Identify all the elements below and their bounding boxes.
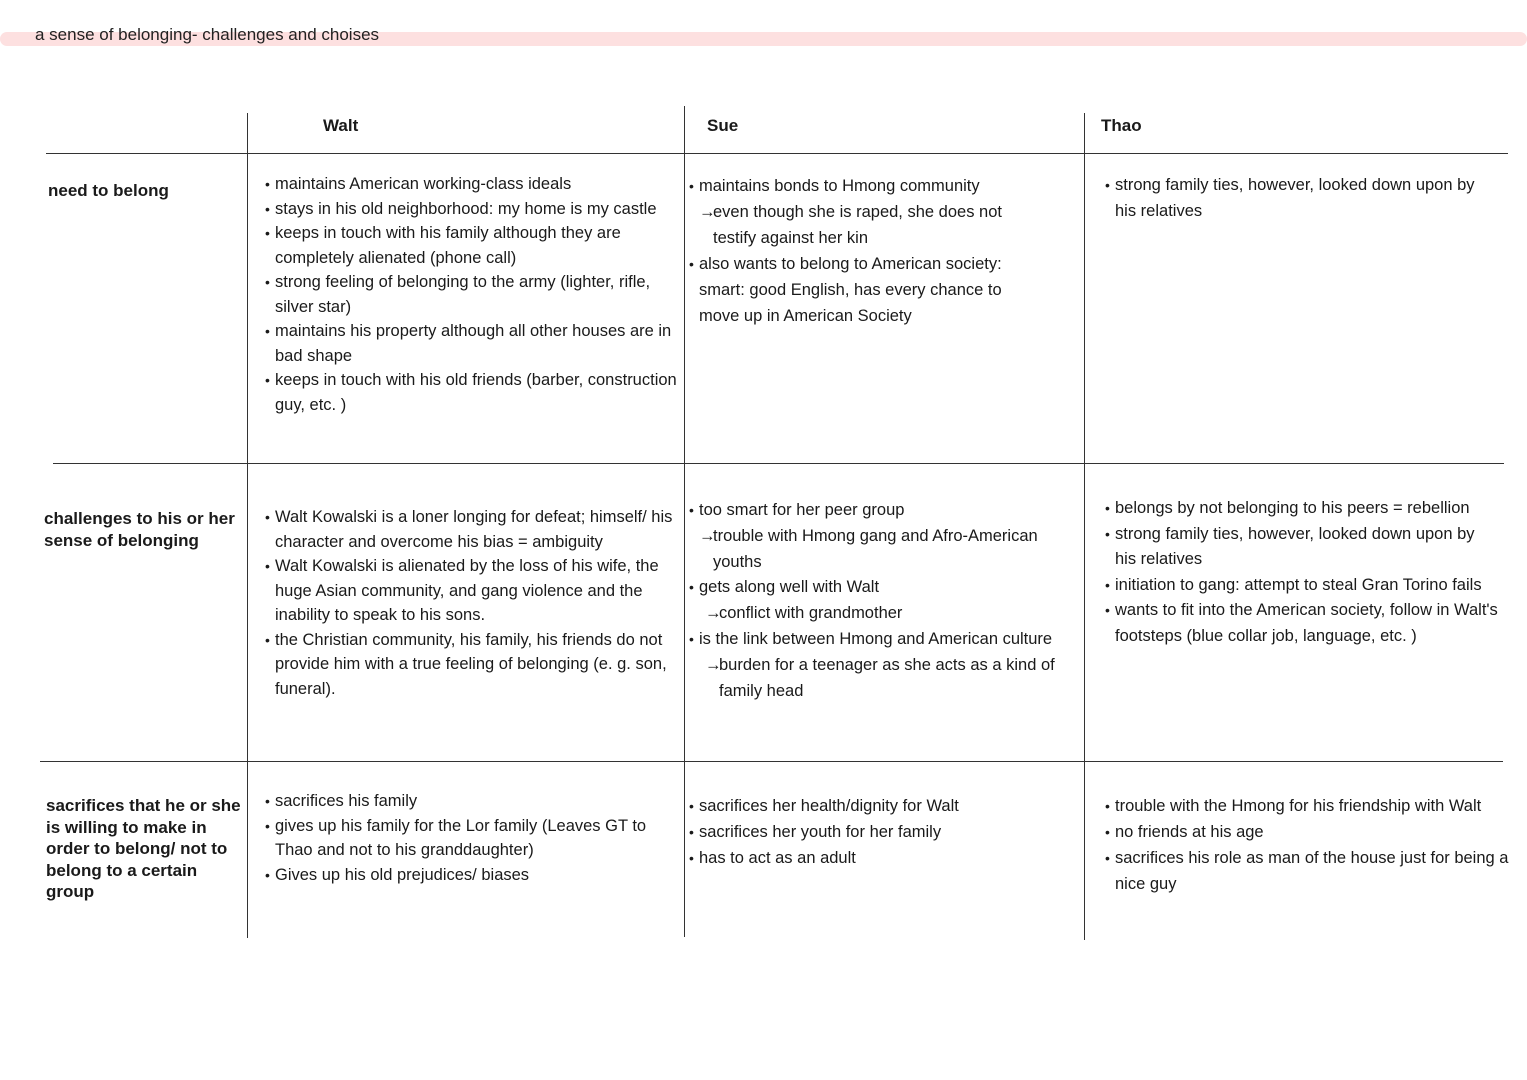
row-divider-1: [53, 463, 1504, 464]
list-item: • trouble with the Hmong for his friendship with Walt: [1105, 793, 1515, 819]
column-divider-1: [247, 113, 248, 938]
list-item: • keeps in touch with his family although they are completely alienated (phone call): [265, 221, 677, 270]
list-item: • stays in his old neighborhood: my home is my castle: [265, 197, 677, 222]
row-header-challenges: challenges to his or her sense of belonging: [44, 509, 235, 550]
list-item: • belongs by not belonging to his peers = rebellion: [1105, 496, 1500, 522]
list-item: • has to act as an adult: [689, 845, 1069, 871]
column-divider-2: [684, 106, 685, 937]
list-item: • sacrifices her health/dignity for Walt: [689, 793, 1069, 819]
header-divider: [46, 153, 1508, 154]
row-header-sacrifices: sacrifices that he or she is willing to make in order to belong/ not to belong to a certain group: [46, 796, 241, 901]
list-item: →conflict with grandmother: [689, 601, 1081, 627]
list-item: • too smart for her peer group: [689, 498, 1081, 524]
cell-walt-sacrifices: [265, 789, 677, 887]
list-item: • Walt Kowalski is alienated by the loss of his wife, the huge Asian community, and gang violence and the inability to speak to his sons.: [265, 554, 677, 628]
arrow-icon: →: [705, 655, 722, 674]
column-header-thao: Thao: [1101, 116, 1142, 135]
row-header-need-to-belong: need to belong: [48, 181, 169, 200]
list-item: • strong family ties, however, looked down upon by his relatives: [1105, 172, 1500, 224]
list-item: →trouble with Hmong gang and Afro-American youths: [689, 524, 1081, 576]
list-item: • initiation to gang: attempt to steal Gran Torino fails: [1105, 573, 1500, 599]
arrow-icon: →: [705, 604, 722, 623]
column-header-sue: Sue: [707, 116, 739, 135]
arrow-icon: →: [699, 203, 716, 221]
page-title: a sense of belonging- challenges and choises: [35, 25, 380, 44]
list-item: • maintains American working-class ideals: [265, 172, 677, 197]
list-item: • sacrifices his role as man of the house just for being a nice guy: [1105, 845, 1515, 897]
list-item: • sacrifices her youth for her family: [689, 819, 1069, 845]
list-item: • keeps in touch with his old friends (barber, construction guy, etc. ): [265, 368, 677, 417]
list-item: • Gives up his old prejudices/ biases: [265, 863, 677, 888]
cell-sue-sacrifices: [689, 793, 1069, 871]
list-item: • sacrifices his family: [265, 789, 677, 814]
cell-thao-need-to-belong: [1105, 172, 1500, 224]
column-header-walt: Walt: [323, 116, 359, 135]
list-item: • also wants to belong to American society: smart: good English, has every chance to move up in American Society: [689, 251, 1034, 329]
cell-sue-challenges: [689, 498, 1081, 704]
list-item: • Walt Kowalski is a loner longing for defeat; himself/ his character and overcome his bias = ambiguity: [265, 505, 677, 554]
list-item: • gets along well with Walt: [689, 575, 1081, 601]
list-item: • maintains bonds to Hmong community: [689, 173, 1034, 199]
column-divider-3: [1084, 113, 1085, 940]
cell-walt-need-to-belong: [265, 172, 677, 417]
cell-walt-challenges: [265, 505, 677, 701]
cell-thao-challenges: [1105, 496, 1500, 649]
list-item: • strong feeling of belonging to the army (lighter, rifle, silver star): [265, 270, 677, 319]
list-item: • is the link between Hmong and American culture: [689, 627, 1081, 653]
list-item: • wants to fit into the American society, follow in Walt's footsteps (blue collar job, language, etc. ): [1105, 598, 1500, 649]
arrow-icon: →: [699, 526, 716, 545]
cell-thao-sacrifices: [1105, 793, 1515, 897]
list-item: • gives up his family for the Lor family (Leaves GT to Thao and not to his granddaughter): [265, 814, 677, 863]
list-item: • maintains his property although all other houses are in bad shape: [265, 319, 677, 368]
list-item: • no friends at his age: [1105, 819, 1515, 845]
list-item: • the Christian community, his family, his friends do not provide him with a true feeling of belonging (e. g. son, funeral).: [265, 628, 677, 702]
list-item: • strong family ties, however, looked down upon by his relatives: [1105, 522, 1500, 573]
cell-sue-need-to-belong: [689, 173, 1034, 329]
list-item: →burden for a teenager as she acts as a kind of family head: [689, 653, 1081, 705]
list-item: →even though she is raped, she does not testify against her kin: [689, 199, 1034, 251]
row-divider-2: [40, 761, 1503, 762]
